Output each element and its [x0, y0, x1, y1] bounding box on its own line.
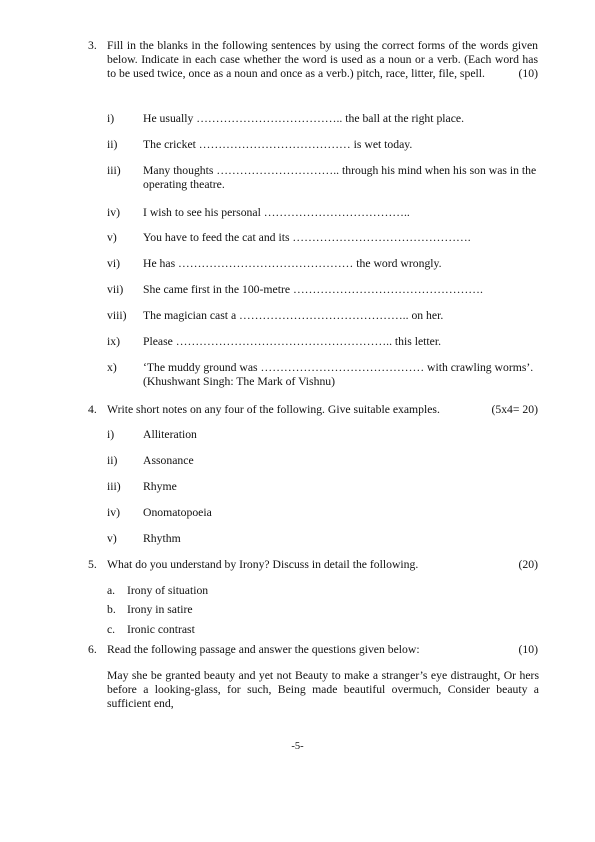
- item-number: vii): [107, 283, 124, 296]
- topic-item: [107, 454, 537, 468]
- blank-item: [107, 257, 537, 271]
- question-body: [107, 403, 538, 417]
- question-marks: (10): [518, 67, 538, 80]
- blank-item: [107, 164, 537, 192]
- item-number: iv): [107, 506, 120, 519]
- item-text: ‘The muddy ground was …………………………………… with crawling worms’. (Khushwant Singh: The Mark of Vishnu): [143, 361, 534, 388]
- irony-item: [107, 623, 537, 637]
- question-4: [88, 403, 538, 417]
- item-number: viii): [107, 309, 127, 322]
- question-body: [107, 39, 538, 81]
- item-number: x): [107, 361, 117, 374]
- question-number: 4.: [88, 403, 97, 416]
- question-number: 5.: [88, 558, 97, 571]
- question-marks: (5x4= 20): [491, 403, 538, 416]
- item-text: Assonance: [143, 454, 194, 467]
- question-number: 3.: [88, 39, 97, 52]
- item-number: i): [107, 112, 115, 125]
- item-number: i): [107, 428, 115, 441]
- blank-item: [107, 309, 537, 323]
- question-text: Fill in the blanks in the following sentences by using the correct forms of the words given below. Indicate in each case whether the word is used as a noun or a verb. (Each word has to be used twice, once as a noun and once as a verb.) pitch, race, litter, file, spell.: [107, 39, 538, 80]
- item-text: Rhythm: [143, 532, 181, 545]
- poem-passage: May she be granted beauty and yet not Beauty to make a stranger’s eye distraught, Or hers before a looking-glass, for such, Being made beautiful overmuch, Consider beauty a sufficient end,: [107, 669, 539, 710]
- blank-item: [107, 283, 537, 297]
- blank-item: [107, 138, 537, 152]
- item-text: The cricket ………………………………… is wet today.: [143, 138, 413, 151]
- page-number: -5-: [291, 741, 304, 752]
- item-text: Alliteration: [143, 428, 197, 441]
- topic-item: [107, 506, 537, 520]
- question-text: Write short notes on any four of the following. Give suitable examples.: [107, 403, 440, 416]
- question-5: [88, 558, 538, 572]
- question-text: Read the following passage and answer the questions given below:: [107, 643, 420, 656]
- question-body: [107, 558, 538, 572]
- item-text: Please ……………………………………………….. this letter.: [143, 335, 442, 348]
- question-body: [107, 643, 538, 657]
- item-number: ii): [107, 138, 118, 151]
- blank-item: [107, 112, 537, 126]
- item-text: Many thoughts ………………………….. through his mind when his son was in the operating theatre.: [143, 164, 537, 191]
- item-text: He usually ……………………………….. the ball at the right place.: [143, 112, 465, 125]
- topic-item: [107, 428, 537, 442]
- item-number: ix): [107, 335, 120, 348]
- question-marks: (20): [518, 558, 538, 571]
- irony-item: [107, 603, 537, 617]
- item-text: Rhyme: [143, 480, 177, 493]
- item-number: iv): [107, 206, 120, 219]
- blank-item: [107, 231, 537, 245]
- item-number: v): [107, 231, 117, 244]
- blank-item: [107, 335, 537, 349]
- item-letter: c.: [107, 623, 116, 636]
- question-number: 6.: [88, 643, 97, 656]
- item-number: v): [107, 532, 117, 545]
- question-6: [88, 643, 538, 657]
- item-number: iii): [107, 480, 121, 493]
- blank-item: [107, 361, 537, 389]
- item-text: Irony in satire: [127, 603, 193, 616]
- topic-item: [107, 532, 537, 546]
- blank-item: [107, 206, 537, 220]
- question-3: [88, 39, 538, 81]
- item-number: vi): [107, 257, 120, 270]
- item-text: He has ……………………………………… the word wrongly.: [143, 257, 442, 270]
- item-text: I wish to see his personal ………………………………..: [143, 206, 410, 219]
- item-text: The magician cast a …………………………………….. on her.: [143, 309, 444, 322]
- item-text: Onomatopoeia: [143, 506, 212, 519]
- irony-item: [107, 584, 537, 598]
- item-letter: a.: [107, 584, 116, 597]
- item-number: ii): [107, 454, 118, 467]
- item-text: She came first in the 100-metre ………………………………………….: [143, 283, 483, 296]
- topic-item: [107, 480, 537, 494]
- question-marks: (10): [518, 643, 538, 656]
- question-text: What do you understand by Irony? Discuss in detail the following.: [107, 558, 419, 571]
- item-text: Irony of situation: [127, 584, 209, 597]
- item-number: iii): [107, 164, 121, 177]
- item-text: You have to feed the cat and its ……………………………………….: [143, 231, 471, 244]
- item-text: Ironic contrast: [127, 623, 195, 636]
- item-letter: b.: [107, 603, 116, 616]
